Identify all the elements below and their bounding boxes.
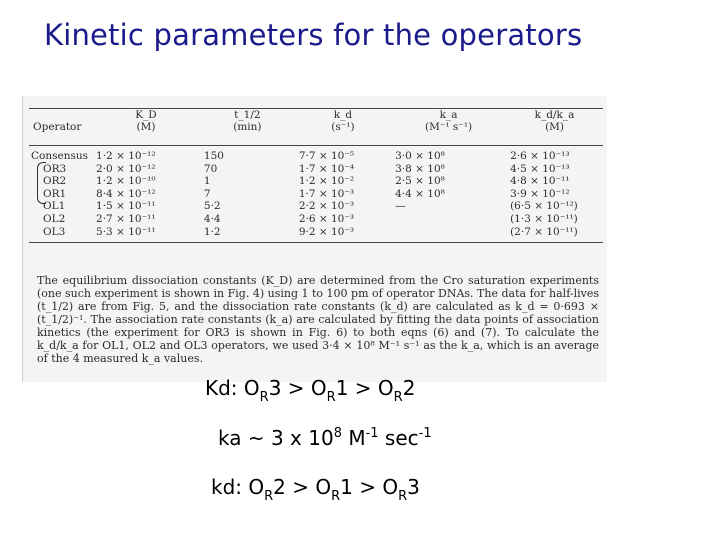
table-cell: (2·7 × 10⁻¹¹) <box>506 226 603 243</box>
header-kd-rate-top: k_d <box>333 109 353 121</box>
subscript: R <box>393 390 403 405</box>
table-row <box>29 200 603 213</box>
header-kd-over-ka-top: k_d/k_a <box>534 109 575 121</box>
kinetic-parameters-table <box>29 108 603 243</box>
table-cell: 4·4 <box>203 212 221 225</box>
header-kd-eq-top: K_D <box>135 109 157 121</box>
table-cell: 4·8 × 10⁻¹¹ <box>510 175 570 188</box>
table-cell: 8·4 × 10⁻¹² <box>96 187 156 200</box>
table-header-row <box>29 109 603 146</box>
header-operator <box>29 109 92 146</box>
header-half-life-top: t_1/2 <box>234 109 261 121</box>
kd-eq-text: 1 > O <box>335 376 394 400</box>
table-cell: 2·2 × 10⁻³ <box>298 200 355 213</box>
table-cell: 1·7 × 10⁻⁴ <box>298 162 355 175</box>
kd-eq-label: Kd: O <box>205 376 260 400</box>
table-row <box>29 213 603 226</box>
table-cell: 2·6 × 10⁻¹³ <box>510 150 570 162</box>
ka-estimate <box>218 426 432 450</box>
bracket-mark <box>37 162 46 204</box>
header-ka-top: k_a <box>439 109 458 121</box>
table-cell: OR1 <box>43 187 67 200</box>
table-cell: (1·3 × 10⁻¹¹) <box>510 212 578 225</box>
table-cell: OR2 <box>43 175 67 188</box>
header-kd-rate-unit: (s⁻¹) <box>331 121 355 133</box>
header-kd-eq <box>92 109 200 146</box>
table-cell: (6·5 × 10⁻¹²) <box>510 200 578 213</box>
header-operator-bottom: Operator <box>33 121 82 133</box>
table-row <box>29 188 603 201</box>
table-cell: 150 <box>203 150 224 162</box>
header-half-life-unit: (min) <box>233 121 262 133</box>
ka-label: ka ~ 3 x 10 <box>218 426 334 450</box>
table-cell: OL1 <box>43 200 66 213</box>
kd-equilibrium-order <box>205 376 415 405</box>
kd-rate-text: 1 > O <box>340 475 399 499</box>
kd-rate-label: kd: O <box>211 475 265 499</box>
subscript: R <box>259 390 269 405</box>
table-cell: 1·2 × 10⁻² <box>298 175 355 188</box>
header-ka <box>391 109 506 146</box>
table-cell: 1·2 × 10⁻¹⁰ <box>96 175 156 188</box>
ka-text: sec <box>378 426 419 450</box>
slide-title: Kinetic parameters for the operators <box>44 18 583 52</box>
table-cell: 2·6 × 10⁻³ <box>298 212 355 225</box>
table-cell: 1·7 × 10⁻³ <box>298 187 355 200</box>
table-cell <box>391 213 506 226</box>
kd-rate-order <box>211 475 420 504</box>
table-cell: 2·0 × 10⁻¹² <box>96 162 156 175</box>
superscript: -1 <box>418 426 432 441</box>
table-row <box>29 163 603 176</box>
table-cell: Consensus <box>31 150 89 162</box>
table-cell: 2·7 × 10⁻¹¹ <box>96 212 156 225</box>
table-cell: 7·7 × 10⁻⁵ <box>298 150 355 162</box>
table-row <box>29 175 603 188</box>
table-cell: OL3 <box>29 226 92 243</box>
table-cell: 5·2 <box>203 200 221 213</box>
subscript: R <box>264 489 274 504</box>
header-half-life <box>200 109 295 146</box>
header-kd-rate <box>295 109 391 146</box>
header-ka-unit: (M⁻¹ s⁻¹) <box>424 121 473 133</box>
table-cell: 70 <box>203 162 218 175</box>
table-cell: OR3 <box>43 162 67 175</box>
table-cell: OL2 <box>43 212 66 225</box>
table-cell: 1·5 × 10⁻¹¹ <box>96 200 156 213</box>
table-cell: 3·9 × 10⁻¹² <box>510 187 570 200</box>
table-row <box>29 146 603 163</box>
subscript: R <box>326 390 336 405</box>
table-cell: 5·3 × 10⁻¹¹ <box>92 226 200 243</box>
table-cell: 7 <box>203 187 211 200</box>
table-cell: 1 <box>203 175 211 188</box>
scanned-table-image <box>22 96 607 382</box>
superscript: 8 <box>333 426 342 441</box>
subscript: R <box>398 489 408 504</box>
header-kd-over-ka-unit: (M) <box>545 121 565 133</box>
kd-rate-text: 3 <box>407 475 420 499</box>
ka-text: M <box>341 426 366 450</box>
table-cell <box>391 226 506 243</box>
header-kd-over-ka <box>506 109 603 146</box>
kd-eq-text: 3 > O <box>268 376 327 400</box>
table-cell: 1·2 <box>200 226 295 243</box>
table-footnote: The equilibrium dissociation constants (K_D) are determined from the Cro saturation experiments (one such experiment is shown in Fig. 4) using 1 to 100 pm of operator DNAs. The data for half-lives (t_1/2) are from Fig. 5, and the dissociation rate constants (k_d) are calculated as k_d = 0·693 × (t_1/2)⁻¹. The association rate constants (k_a) are calculated by fitting the data points of association kinetics (the experiment for OR3 is shown in Fig. 6) to both eqns (6) and (7). To calculate the k_d/k_a for OL1, OL2 and OL3 operators, we used 3·4 × 10⁸ M⁻¹ s⁻¹ as the k_a, which is an average of the 4 measured k_a values. <box>37 274 599 365</box>
table-cell: 9·2 × 10⁻³ <box>295 226 391 243</box>
table-cell: 3·0 × 10⁸ <box>395 150 445 162</box>
table-cell: — <box>395 200 406 213</box>
subscript: R <box>331 489 341 504</box>
table-cell: 4·4 × 10⁸ <box>395 187 445 200</box>
table-cell: 2·5 × 10⁸ <box>395 175 445 188</box>
table-cell: 3·8 × 10⁸ <box>395 162 445 175</box>
header-kd-eq-unit: (M) <box>136 121 156 133</box>
kd-eq-text: 2 <box>402 376 416 400</box>
superscript: -1 <box>365 426 379 441</box>
table-row <box>29 226 603 243</box>
kd-rate-text: 2 > O <box>273 475 332 499</box>
table-cell: 1·2 × 10⁻¹² <box>96 150 156 162</box>
table-cell: 4·5 × 10⁻¹³ <box>510 162 570 175</box>
